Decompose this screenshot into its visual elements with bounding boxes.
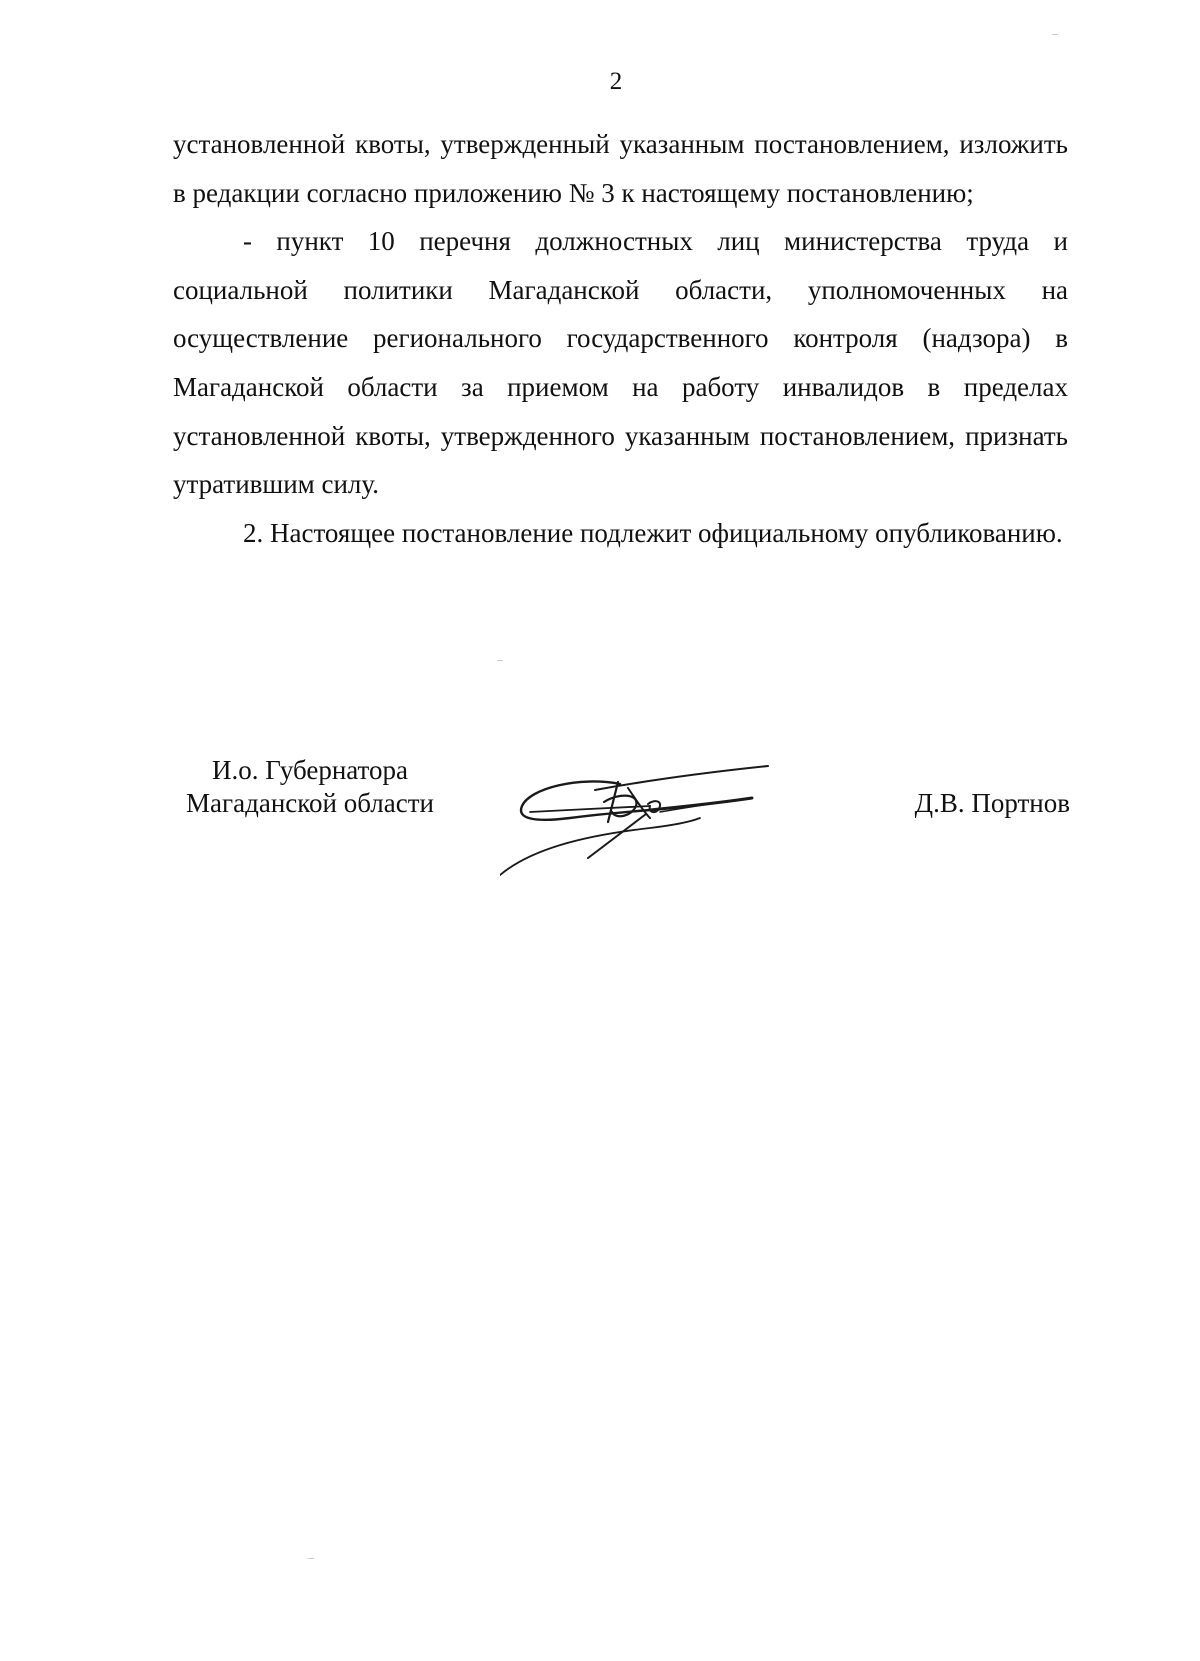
signatory-position-line1: И.о. Губернатора — [211, 755, 408, 785]
paragraph-item-10-repeal: - пункт 10 перечня должностных лиц министерства труда и социальной политики Магаданской области, уполномоченных на осуществление регионального государственного контроля (надзора) в Магаданской области за приемом на работу инвалидов в пределах установленной квоты, утвержденного указанным постановлением, признать утратившим силу. — [173, 226, 1068, 500]
paragraph-publication: 2. Настоящее постановление подлежит официальному опубликованию. — [243, 517, 1063, 548]
signatory-name: Д.В. Портнов — [914, 788, 1070, 818]
scan-artifact — [308, 1558, 314, 1559]
page-number: 2 — [609, 68, 623, 95]
paragraph-quota-list: установленной квоты, утвержденный указанным постановлением, изложить в редакции согласно приложению № 3 к настоящему постановлению; — [173, 129, 1068, 208]
scan-artifact — [1052, 34, 1058, 35]
scan-artifact — [497, 660, 503, 661]
signatory-position — [175, 754, 445, 820]
signatory-position-line2: Магаданской области — [186, 788, 434, 818]
document-body — [173, 120, 1068, 557]
handwritten-signature — [500, 740, 800, 900]
